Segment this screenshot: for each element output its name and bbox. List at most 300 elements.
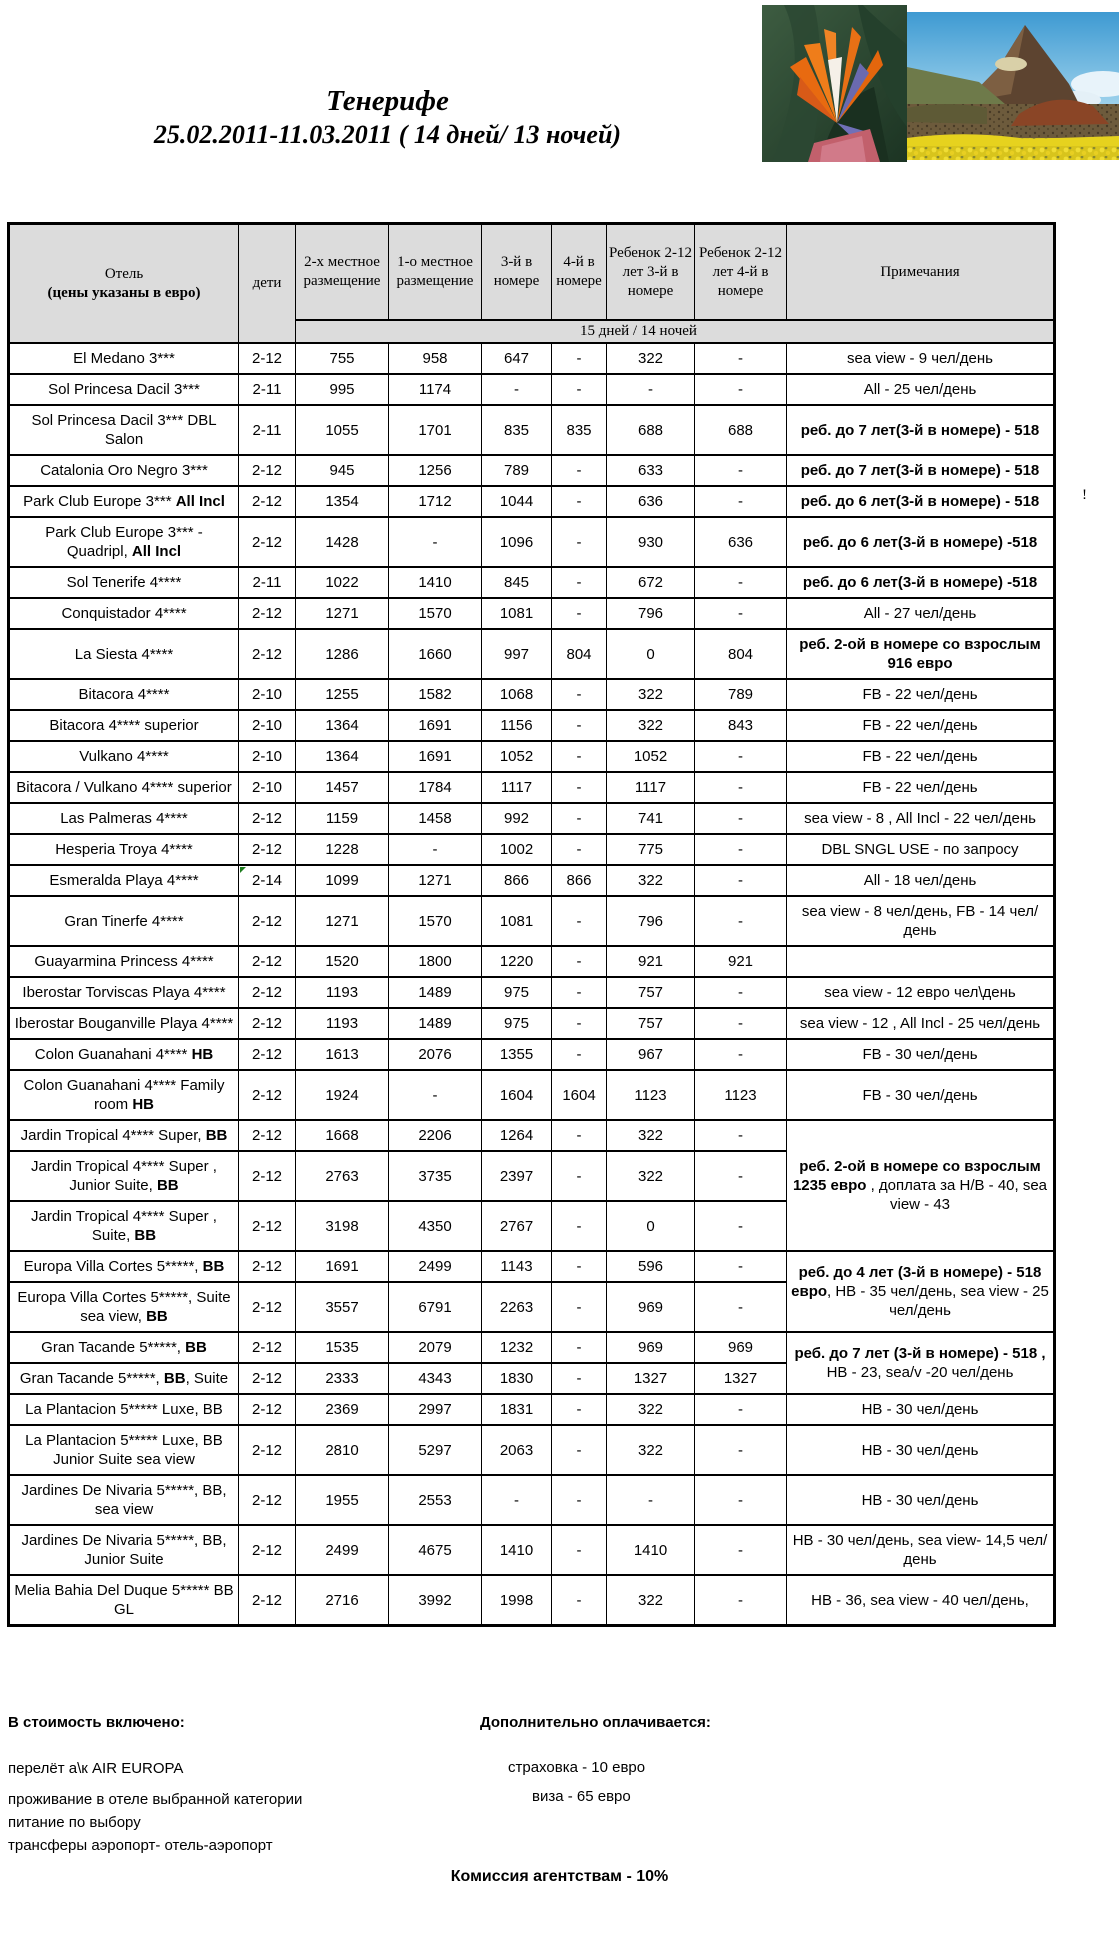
price-cell: 6791: [389, 1282, 482, 1332]
hotel-name-cell: Colon Guanahani 4**** HB: [9, 1039, 239, 1070]
agency-commission-note: Комиссия агентствам - 10%: [450, 1868, 669, 1885]
price-cell: 322: [607, 1120, 695, 1151]
note-cell: реб. до 6 лет(3-й в номере) - 518: [787, 486, 1055, 517]
note-cell: реб. до 7 лет(3-й в номере) - 518: [787, 455, 1055, 486]
table-row: [9, 1475, 1055, 1525]
note-cell: реб. 2-ой в номере со взрослым 1235 евро , доплата за H/B - 40, sea view - 43: [787, 1120, 1055, 1251]
table-row: [9, 1008, 1055, 1039]
note-cell: HB - 36, sea view - 40 чел/день,: [787, 1575, 1055, 1626]
price-cell: 322: [607, 865, 695, 896]
price-cell: -: [695, 977, 787, 1008]
children-age-cell: 2-12: [239, 486, 296, 517]
children-age-cell: 2-12: [239, 1201, 296, 1251]
price-cell: -: [695, 1201, 787, 1251]
duration-subheader: 15 дней / 14 ночей: [296, 320, 1055, 343]
note-cell: FB - 22 чел/день: [787, 710, 1055, 741]
table-row: [9, 896, 1055, 946]
children-age-cell: 2-12: [239, 946, 296, 977]
price-cell: 1068: [482, 679, 552, 710]
price-cell: 930: [607, 517, 695, 567]
table-row: [9, 772, 1055, 803]
hotel-name-cell: Vulkano 4****: [9, 741, 239, 772]
note-cell: [787, 946, 1055, 977]
price-cell: 969: [607, 1282, 695, 1332]
price-cell: 945: [296, 455, 389, 486]
hotel-name-cell: Iberostar Bouganville Playa 4****: [9, 1008, 239, 1039]
table-row: [9, 803, 1055, 834]
children-age-cell: 2-12: [239, 896, 296, 946]
price-cell: -: [389, 517, 482, 567]
price-cell: 4675: [389, 1525, 482, 1575]
children-age-cell: 2-10: [239, 741, 296, 772]
price-cell: -: [695, 834, 787, 865]
table-row: [9, 1332, 1055, 1363]
price-cell: 921: [607, 946, 695, 977]
children-age-cell: 2-12: [239, 977, 296, 1008]
price-cell: 4350: [389, 1201, 482, 1251]
price-cell: 1193: [296, 1008, 389, 1039]
price-cell: 688: [607, 405, 695, 455]
price-cell: 975: [482, 1008, 552, 1039]
children-age-cell: 2-12: [239, 1363, 296, 1394]
children-age-cell: 2-12: [239, 343, 296, 374]
hotel-name-cell: Hesperia Troya 4****: [9, 834, 239, 865]
price-cell: -: [482, 374, 552, 405]
price-cell: 1489: [389, 1008, 482, 1039]
note-cell: sea view - 12 евро чел\день: [787, 977, 1055, 1008]
price-cell: -: [552, 977, 607, 1008]
price-cell: 1489: [389, 977, 482, 1008]
price-cell: 1271: [389, 865, 482, 896]
price-cell: -: [552, 343, 607, 374]
hotel-name-cell: Gran Tinerfe 4****: [9, 896, 239, 946]
children-age-cell: 2-12: [239, 517, 296, 567]
price-cell: 997: [482, 629, 552, 679]
price-cell: -: [695, 1151, 787, 1201]
hotel-name-cell: La Siesta 4****: [9, 629, 239, 679]
children-age-cell: 2-10: [239, 772, 296, 803]
price-cell: 1174: [389, 374, 482, 405]
price-cell: 1691: [389, 741, 482, 772]
price-cell: 757: [607, 977, 695, 1008]
price-cell: 789: [695, 679, 787, 710]
table-row: [9, 1120, 1055, 1151]
column-header-hotel: [9, 224, 239, 344]
children-age-cell: 2-12: [239, 1039, 296, 1070]
price-cell: -: [695, 567, 787, 598]
children-age-cell: 2-12: [239, 1151, 296, 1201]
price-cell: 2076: [389, 1039, 482, 1070]
price-cell: -: [552, 1575, 607, 1626]
hotel-name-cell: Catalonia Oro Negro 3***: [9, 455, 239, 486]
price-cell: 688: [695, 405, 787, 455]
price-cell: 967: [607, 1039, 695, 1070]
price-cell: -: [695, 1039, 787, 1070]
price-cell: 2763: [296, 1151, 389, 1201]
column-header-third: 3-й в номере: [482, 224, 552, 321]
price-cell: -: [552, 896, 607, 946]
price-cell: 1123: [695, 1070, 787, 1120]
price-cell: 1052: [607, 741, 695, 772]
note-cell: HB - 30 чел/день, sea view- 14,5 чел/день: [787, 1525, 1055, 1575]
price-cell: 796: [607, 598, 695, 629]
price-cell: 0: [607, 1201, 695, 1251]
children-age-cell: 2-12: [239, 1008, 296, 1039]
teide-volcano-photo: [907, 12, 1119, 160]
price-cell: -: [552, 1039, 607, 1070]
table-row: [9, 679, 1055, 710]
table-row: [9, 710, 1055, 741]
price-cell: 1582: [389, 679, 482, 710]
price-cell: 2997: [389, 1394, 482, 1425]
price-cell: 755: [296, 343, 389, 374]
children-age-cell: 2-12: [239, 1282, 296, 1332]
price-cell: -: [552, 1201, 607, 1251]
price-cell: -: [552, 1251, 607, 1282]
price-cell: 958: [389, 343, 482, 374]
hotel-header-line2: (цены указаны в евро): [47, 284, 201, 301]
hotel-name-cell: Las Palmeras 4****: [9, 803, 239, 834]
children-age-cell: 2-10: [239, 710, 296, 741]
column-header-single: 1-о местное размещение: [389, 224, 482, 321]
price-cell: 1660: [389, 629, 482, 679]
table-row: [9, 865, 1055, 896]
price-cell: 1668: [296, 1120, 389, 1151]
price-cell: 3735: [389, 1151, 482, 1201]
price-cell: 1570: [389, 598, 482, 629]
note-cell: sea view - 12 , All Incl - 25 чел/день: [787, 1008, 1055, 1039]
table-row: [9, 1525, 1055, 1575]
hotel-name-cell: Sol Tenerife 4****: [9, 567, 239, 598]
hotel-name-cell: El Medano 3***: [9, 343, 239, 374]
children-age-cell: 2-14: [239, 865, 296, 896]
price-cell: 322: [607, 710, 695, 741]
price-cell: 322: [607, 679, 695, 710]
hotel-name-cell: Europa Villa Cortes 5*****, BB: [9, 1251, 239, 1282]
price-cell: -: [552, 741, 607, 772]
price-cell: 1117: [607, 772, 695, 803]
price-cell: 5297: [389, 1425, 482, 1475]
price-cell: -: [695, 1120, 787, 1151]
table-row: [9, 374, 1055, 405]
price-cell: -: [552, 803, 607, 834]
price-cell: -: [695, 1425, 787, 1475]
header-photos: [762, 5, 1119, 162]
price-cell: 1691: [296, 1251, 389, 1282]
price-cell: 2333: [296, 1363, 389, 1394]
price-cell: 2369: [296, 1394, 389, 1425]
price-cell: 1355: [482, 1039, 552, 1070]
hotel-name-cell: Europa Villa Cortes 5*****, Suite sea view, BB: [9, 1282, 239, 1332]
price-cell: 804: [552, 629, 607, 679]
price-cell: 4343: [389, 1363, 482, 1394]
price-cell: 1998: [482, 1575, 552, 1626]
note-cell: sea view - 9 чел/день: [787, 343, 1055, 374]
price-cell: 3557: [296, 1282, 389, 1332]
table-row: [9, 834, 1055, 865]
children-age-cell: 2-12: [239, 803, 296, 834]
price-cell: -: [552, 374, 607, 405]
price-cell: 633: [607, 455, 695, 486]
price-cell: 2079: [389, 1332, 482, 1363]
bird-of-paradise-photo: [762, 5, 907, 162]
price-cell: -: [695, 803, 787, 834]
extra-charges-item: виза - 65 евро: [532, 1788, 631, 1805]
price-cell: 1457: [296, 772, 389, 803]
hotel-name-cell: Sol Princesa Dacil 3*** DBL Salon: [9, 405, 239, 455]
price-cell: 1044: [482, 486, 552, 517]
price-cell: -: [552, 486, 607, 517]
price-cell: 596: [607, 1251, 695, 1282]
price-cell: 2767: [482, 1201, 552, 1251]
children-age-cell: 2-12: [239, 1070, 296, 1120]
price-cell: -: [389, 1070, 482, 1120]
price-cell: 866: [482, 865, 552, 896]
price-cell: 322: [607, 1575, 695, 1626]
price-cell: 789: [482, 455, 552, 486]
price-cell: 741: [607, 803, 695, 834]
price-cell: 1364: [296, 741, 389, 772]
price-cell: 1604: [552, 1070, 607, 1120]
table-row: [9, 946, 1055, 977]
price-cell: -: [607, 374, 695, 405]
price-cell: 1264: [482, 1120, 552, 1151]
price-cell: -: [552, 1525, 607, 1575]
column-header-double: 2-х местное размещение: [296, 224, 389, 321]
table-row: [9, 977, 1055, 1008]
table-row: [9, 567, 1055, 598]
hotel-name-cell: Jardin Tropical 4**** Super , Suite, BB: [9, 1201, 239, 1251]
table-row: [9, 405, 1055, 455]
note-cell: реб. до 7 лет(3-й в номере) - 518: [787, 405, 1055, 455]
price-cell: 1002: [482, 834, 552, 865]
price-cell: 866: [552, 865, 607, 896]
children-age-cell: 2-12: [239, 629, 296, 679]
hotel-name-cell: La Plantacion 5***** Luxe, BB: [9, 1394, 239, 1425]
included-title: В стоимость включено:: [8, 1714, 185, 1731]
price-cell: 1364: [296, 710, 389, 741]
price-cell: 322: [607, 1425, 695, 1475]
price-cell: 796: [607, 896, 695, 946]
column-header-fourth: 4-й в номере: [552, 224, 607, 321]
note-cell: sea view - 8 чел/день, FB - 14 чел/день: [787, 896, 1055, 946]
price-cell: -: [552, 1475, 607, 1525]
children-age-cell: 2-12: [239, 834, 296, 865]
price-cell: 969: [695, 1332, 787, 1363]
price-cell: 0: [607, 629, 695, 679]
price-cell: -: [552, 710, 607, 741]
price-cell: 1410: [482, 1525, 552, 1575]
price-table: [7, 222, 1056, 1627]
price-cell: -: [695, 1394, 787, 1425]
table-row: [9, 741, 1055, 772]
table-row: [9, 1039, 1055, 1070]
price-cell: -: [695, 486, 787, 517]
price-cell: 1604: [482, 1070, 552, 1120]
hotel-name-cell: Sol Princesa Dacil 3***: [9, 374, 239, 405]
price-cell: 1220: [482, 946, 552, 977]
note-cell: реб. до 6 лет(3-й в номере) -518: [787, 517, 1055, 567]
table-row: [9, 1575, 1055, 1626]
note-cell: FB - 22 чел/день: [787, 741, 1055, 772]
price-cell: 835: [552, 405, 607, 455]
note-cell: FB - 30 чел/день: [787, 1070, 1055, 1120]
included-block: [8, 1712, 302, 1858]
price-cell: 995: [296, 374, 389, 405]
price-cell: 975: [482, 977, 552, 1008]
price-cell: -: [552, 772, 607, 803]
price-cell: -: [695, 1251, 787, 1282]
price-cell: -: [695, 343, 787, 374]
children-age-cell: 2-12: [239, 1251, 296, 1282]
price-cell: -: [695, 865, 787, 896]
note-cell: sea view - 8 , All Incl - 22 чел/день: [787, 803, 1055, 834]
note-cell: HB - 30 чел/день: [787, 1475, 1055, 1525]
price-cell: 3198: [296, 1201, 389, 1251]
price-cell: 1327: [695, 1363, 787, 1394]
price-cell: 1410: [607, 1525, 695, 1575]
children-age-cell: 2-12: [239, 1425, 296, 1475]
price-cell: 1143: [482, 1251, 552, 1282]
price-cell: -: [695, 1525, 787, 1575]
price-cell: 804: [695, 629, 787, 679]
margin-artifact-mark: !: [1082, 487, 1087, 503]
note-cell: All - 18 чел/день: [787, 865, 1055, 896]
price-cell: -: [695, 374, 787, 405]
column-header-child-3rd: Ребенок 2-12 лет 3-й в номере: [607, 224, 695, 321]
price-cell: -: [552, 679, 607, 710]
price-cell: 1193: [296, 977, 389, 1008]
price-cell: -: [552, 598, 607, 629]
price-cell: 1159: [296, 803, 389, 834]
price-cell: -: [552, 1394, 607, 1425]
note-cell: DBL SNGL USE - по запросу: [787, 834, 1055, 865]
note-cell: реб. 2-ой в номере со взрослым 916 евро: [787, 629, 1055, 679]
price-cell: 1286: [296, 629, 389, 679]
price-cell: 1691: [389, 710, 482, 741]
note-cell: HB - 30 чел/день: [787, 1425, 1055, 1475]
table-row: [9, 598, 1055, 629]
included-item: трансферы аэропорт- отель-аэропорт: [8, 1837, 273, 1854]
price-cell: 1096: [482, 517, 552, 567]
price-cell: 775: [607, 834, 695, 865]
children-age-cell: 2-12: [239, 1575, 296, 1626]
price-cell: 1712: [389, 486, 482, 517]
price-cell: 1255: [296, 679, 389, 710]
price-cell: 2553: [389, 1475, 482, 1525]
price-cell: 1800: [389, 946, 482, 977]
table-row: [9, 1070, 1055, 1120]
price-cell: 1256: [389, 455, 482, 486]
price-cell: 1830: [482, 1363, 552, 1394]
destination-title: Тенерифе: [326, 85, 449, 117]
price-cell: 1354: [296, 486, 389, 517]
table-row: [9, 486, 1055, 517]
price-cell: -: [695, 455, 787, 486]
price-cell: 992: [482, 803, 552, 834]
price-cell: 1232: [482, 1332, 552, 1363]
price-cell: 1535: [296, 1332, 389, 1363]
note-cell: реб. до 4 лет (3-й в номере) - 518 евро, HB - 35 чел/день, sea view - 25 чел/день: [787, 1251, 1055, 1332]
note-cell: реб. до 7 лет (3-й в номере) - 518 , HB - 23, sea/v -20 чел/день: [787, 1332, 1055, 1394]
price-cell: 1123: [607, 1070, 695, 1120]
price-cell: 1081: [482, 598, 552, 629]
price-cell: 1022: [296, 567, 389, 598]
hotel-name-cell: Melia Bahia Del Duque 5***** BB GL: [9, 1575, 239, 1626]
price-cell: -: [552, 1151, 607, 1201]
price-cell: 2499: [389, 1251, 482, 1282]
price-cell: 757: [607, 1008, 695, 1039]
children-age-cell: 2-11: [239, 567, 296, 598]
price-cell: 843: [695, 710, 787, 741]
page-title: [0, 84, 775, 152]
hotel-name-cell: Guayarmina Princess 4****: [9, 946, 239, 977]
price-cell: -: [695, 1575, 787, 1626]
price-cell: 1831: [482, 1394, 552, 1425]
children-age-cell: 2-12: [239, 1475, 296, 1525]
price-cell: 1055: [296, 405, 389, 455]
price-cell: 921: [695, 946, 787, 977]
price-cell: 1081: [482, 896, 552, 946]
hotel-name-cell: La Plantacion 5***** Luxe, BB Junior Suite sea view: [9, 1425, 239, 1475]
price-cell: 636: [607, 486, 695, 517]
price-cell: 1271: [296, 598, 389, 629]
note-cell: All - 25 чел/день: [787, 374, 1055, 405]
children-age-cell: 2-12: [239, 455, 296, 486]
price-cell: 672: [607, 567, 695, 598]
children-age-cell: 2-12: [239, 1120, 296, 1151]
dates-subtitle: 25.02.2011-11.03.2011 ( 14 дней/ 13 ночей): [153, 120, 622, 149]
hotel-name-cell: Bitacora 4**** superior: [9, 710, 239, 741]
table-row: [9, 1394, 1055, 1425]
hotel-name-cell: Jardin Tropical 4**** Super , Junior Suite, BB: [9, 1151, 239, 1201]
note-cell: HB - 30 чел/день: [787, 1394, 1055, 1425]
column-header-children: дети: [239, 224, 296, 344]
price-cell: -: [552, 1425, 607, 1475]
column-header-child-4th: Ребенок 2-12 лет 4-й в номере: [695, 224, 787, 321]
price-cell: 1228: [296, 834, 389, 865]
table-row: [9, 1251, 1055, 1282]
price-cell: -: [389, 834, 482, 865]
price-cell: -: [695, 1282, 787, 1332]
hotel-name-cell: Gran Tacande 5*****, BB, Suite: [9, 1363, 239, 1394]
hotel-name-cell: Gran Tacande 5*****, BB: [9, 1332, 239, 1363]
hotel-name-cell: Bitacora / Vulkano 4**** superior: [9, 772, 239, 803]
included-item: перелёт а\к AIR EUROPA: [8, 1760, 184, 1777]
price-cell: -: [695, 1475, 787, 1525]
price-cell: 969: [607, 1332, 695, 1363]
table-row: [9, 517, 1055, 567]
price-cell: 1520: [296, 946, 389, 977]
extra-charges-title: Дополнительно оплачивается:: [480, 1714, 711, 1731]
price-cell: 2397: [482, 1151, 552, 1201]
price-cell: -: [695, 741, 787, 772]
children-age-cell: 2-11: [239, 405, 296, 455]
included-item: питание по выбору: [8, 1814, 141, 1831]
price-cell: 1458: [389, 803, 482, 834]
price-cell: 322: [607, 343, 695, 374]
hotel-name-cell: Conquistador 4****: [9, 598, 239, 629]
hotel-name-cell: Esmeralda Playa 4****: [9, 865, 239, 896]
price-cell: -: [552, 1282, 607, 1332]
price-cell: 1052: [482, 741, 552, 772]
hotel-name-cell: Bitacora 4****: [9, 679, 239, 710]
price-cell: -: [552, 567, 607, 598]
price-cell: 845: [482, 567, 552, 598]
table-row: [9, 455, 1055, 486]
price-cell: 1924: [296, 1070, 389, 1120]
hotel-name-cell: Colon Guanahani 4**** Family room HB: [9, 1070, 239, 1120]
